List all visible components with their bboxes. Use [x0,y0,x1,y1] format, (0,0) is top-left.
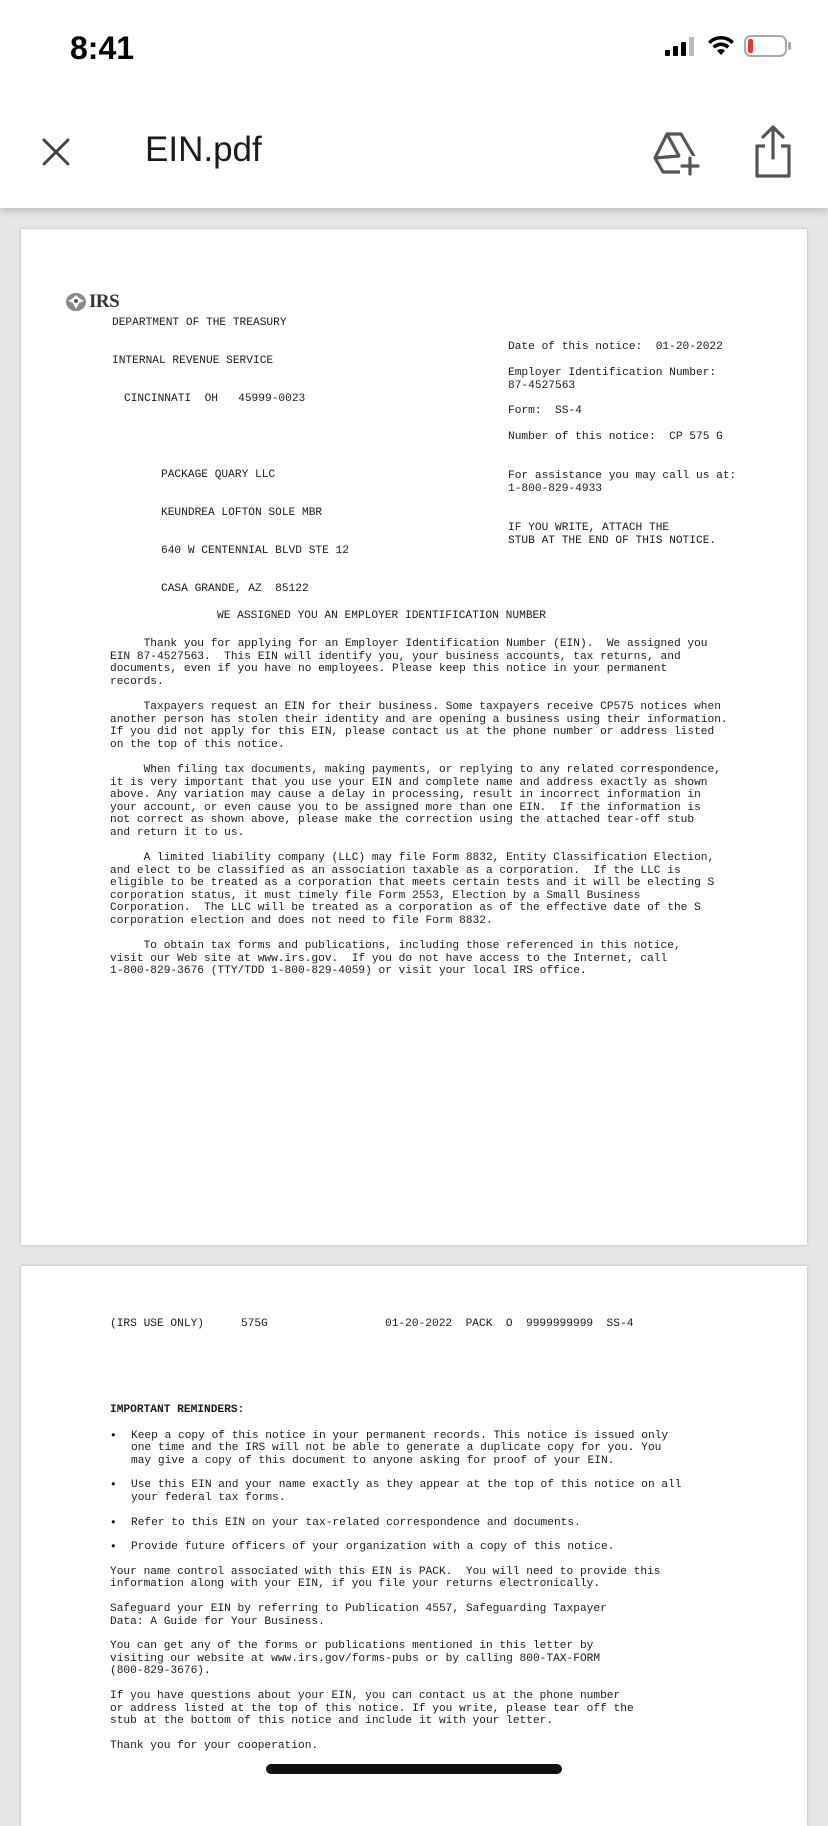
ein-value: 87-4527563 [508,380,576,392]
body-paragraph: When filing tax documents, making payments, or replying to any related correspondence, it is very important that you use your EIN and complete name and address exactly as shown above. Any variation may cause a delay in processing, result in incorrect information in your account, or even cause you to be assigned more than one EIN. If the information is not correct as shown above, please make the correction using the attached tear-off stub and return it to us. [110,763,721,839]
irs-eagle-icon [65,292,87,312]
reminders-title: IMPORTANT REMINDERS: [110,1404,245,1416]
recipient-address [161,444,349,620]
status-time: 8:41 [70,30,135,66]
agency-line: CINCINNATI OH 45999-0023 [124,392,306,405]
important-reminders [110,1404,780,1764]
close-icon [41,137,71,167]
pdf-page-1[interactable] [21,229,807,1245]
body-paragraph: You can get any of the forms or publications mentioned in this letter by visiting our website at www.irs.gov/forms-pubs or by calling 800-TAX-FORM (800-829-3676). [110,1640,601,1678]
body-paragraph: To obtain tax forms and publications, including those referenced in this notice, visit our Web site at www.irs.gov. If you do not have access to the Internet, call 1-800-829-3676 (TTY/TDD 1-800-829-4059) or visit your local IRS office. [110,940,681,978]
add-to-drive-button[interactable] [650,128,700,178]
reminder-item: • Provide future officers of your organization with a copy of this notice. [110,1541,780,1554]
notice-heading: WE ASSIGNED YOU AN EMPLOYER IDENTIFICATION NUMBER [217,610,546,622]
agency-line: DEPARTMENT OF THE TREASURY [112,317,287,330]
close-button[interactable] [34,130,78,174]
cellular-signal-icon [664,35,698,57]
share-icon [750,124,796,180]
notice-date: Date of this notice: 01-20-2022 [508,341,723,353]
notice-number: Number of this notice: CP 575 G [508,431,723,443]
wifi-icon [706,35,736,57]
add-to-drive-icon [650,128,700,178]
body-paragraph: A limited liability company (LLC) may file Form 8832, Entity Classification Election, and elect to be classified as an association taxable as a corporation. If the LLC is eligible to be treated as a corporation that meets certain tests and it will be electing S corporation status, it must timely file Form 2553, Election by a Small Business Corporation. The LLC will be treated as a corporation as of the effective date of the S corporation election and does not need to file Form 8832. [110,852,715,928]
agency-line: INTERNAL REVENUE SERVICE [112,354,274,367]
share-button[interactable] [750,124,796,180]
reminders-list [110,1430,780,1554]
body-paragraph: Taxpayers request an EIN for their business. Some taxpayers receive CP575 notices when another person has stolen their identity and are opening a business using their information. If you did not apply for this EIN, please contact us at the phone number or address listed on the top of this notice. [110,700,728,751]
assistance-label: For assistance you may call us at: [508,470,737,482]
body-paragraph: Safeguard your EIN by referring to Publication 4557, Safeguarding Taxpayer Data: A Guide for Your Business. [110,1602,607,1628]
assistance-phone: 1-800-829-4933 [508,483,602,495]
body-paragraph: Thank you for applying for an Employer Identification Number (EIN). We assigned you EIN 87-4527563. This EIN will identify you, your business accounts, tax returns, and documents, even if you have no employees. Please keep this notice in your permanent records. [110,638,708,688]
irs-logo-text: IRS [89,291,120,312]
status-icons [664,34,792,58]
body-paragraph: Thank you for your cooperation. [110,1739,319,1752]
write-instruction: STUB AT THE END OF THIS NOTICE. [508,535,717,547]
write-instruction: IF YOU WRITE, ATTACH THE [508,522,670,534]
form-type: Form: SS-4 [508,405,582,417]
pdf-page-2[interactable] [21,1266,807,1826]
notice-body [110,638,802,991]
body-paragraph: If you have questions about your EIN, you can contact us at the phone number or address listed at the top of this notice. If you write, please tear off the stub at the bottom of this notice and include it with your letter. [110,1689,634,1728]
ein-label: Employer Identification Number: [508,367,717,379]
document-title: EIN.pdf [145,130,262,169]
address-line: CASA GRANDE, AZ 85122 [161,582,309,595]
address-line: 640 W CENTENNIAL BLVD STE 12 [161,544,349,557]
reminder-item: • Refer to this EIN on your tax-related correspondence and documents. [110,1517,780,1530]
reminder-item: • Use this EIN and your name exactly as they appear at the top of this notice on all your federal tax forms. [110,1479,780,1504]
reminder-item: • Keep a copy of this notice in your permanent records. This notice is issued only one time and the IRS will not be able to generate a duplicate copy for you. You may give a copy of this document to anyone asking for proof of your EIN. [110,1430,780,1468]
battery-low-icon [744,34,792,58]
address-line: KEUNDREA LOFTON SOLE MBR [161,506,323,519]
home-indicator[interactable] [266,1764,562,1774]
irs-use-only-label: (IRS USE ONLY) [110,1318,204,1330]
stub-line: 01-20-2022 PACK O 9999999999 SS-4 [385,1318,634,1330]
body-paragraph: Your name control associated with this EIN is PACK. You will need to provide this information along with your EIN, if you file your returns electronically. [110,1565,661,1591]
app-header [0,0,828,208]
agency-address [112,292,305,431]
notice-code: 575G [241,1318,268,1330]
address-line: PACKAGE QUARY LLC [161,469,276,482]
